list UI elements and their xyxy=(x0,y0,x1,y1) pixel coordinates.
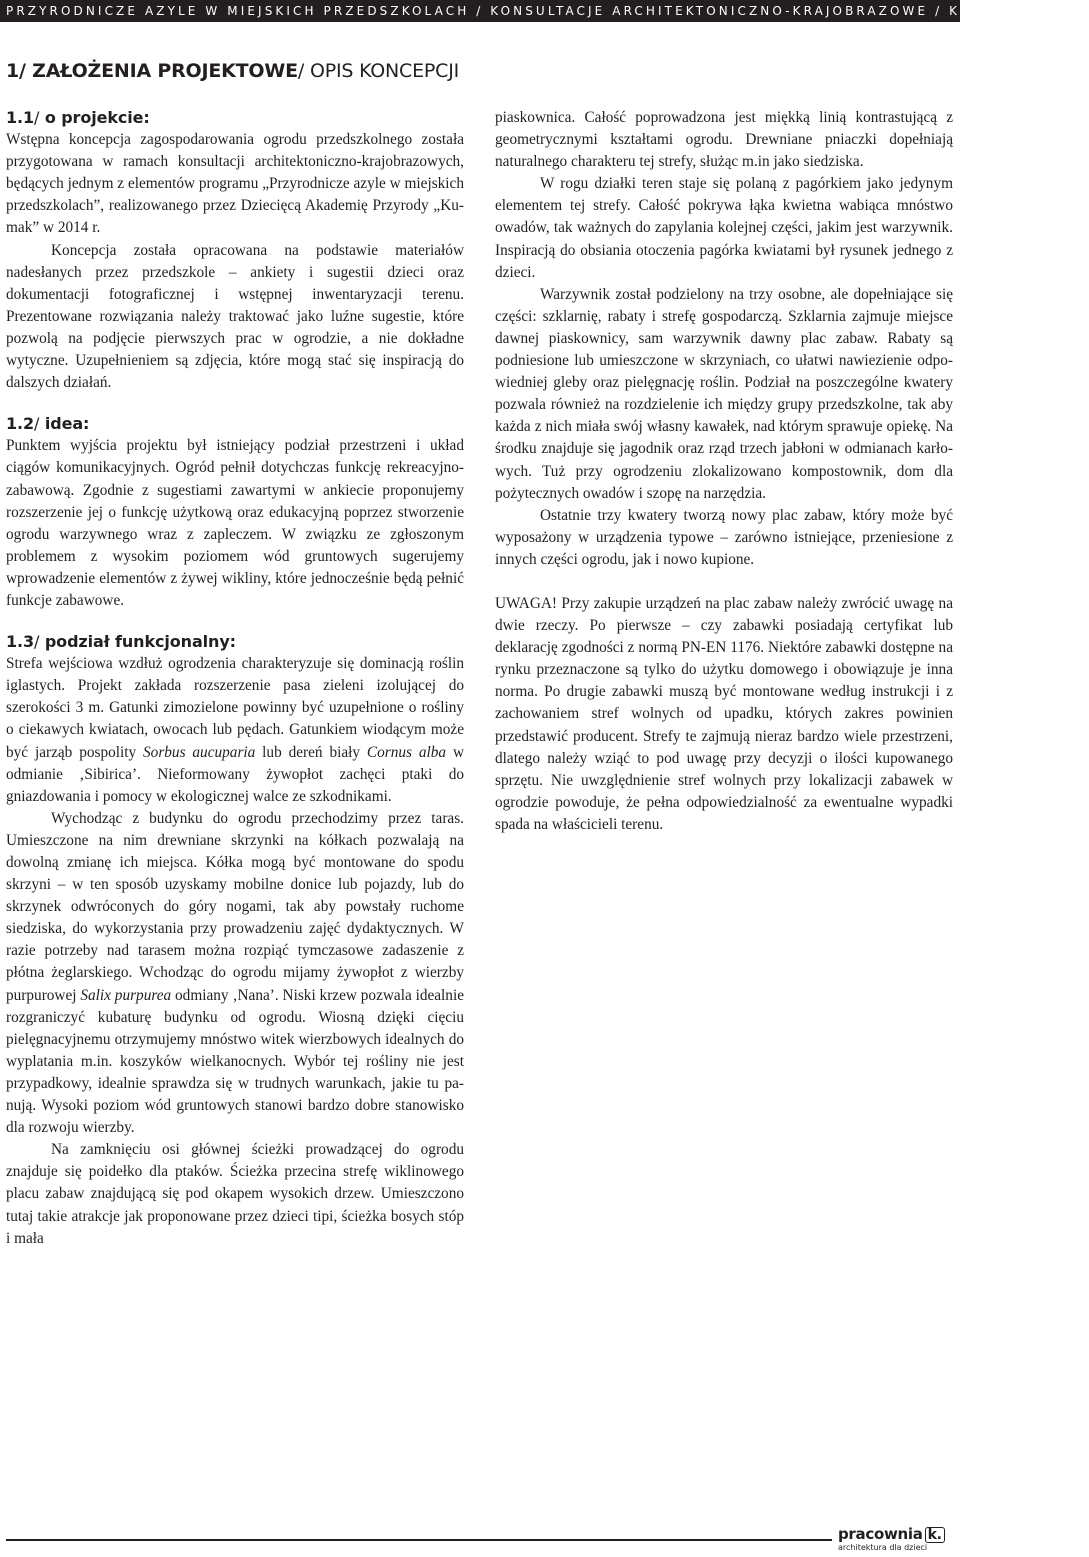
paragraph: Na zamknięciu osi głównej ścieżki prowadzącej do ogrodu znajduje się poidełko dla ptaków. Ścieżka przecina strefę wiklinowego placu zabaw znajdującą się pod okapem wysokich drzew. Umieszczono tutaj takie atrakcje jak proponowane przez dzieci tipi, ścieżka bosych stóp i mała xyxy=(6,1141,464,1247)
paragraph: Warzywnik został podzielony na trzy osobne, ale dopełniające się części: szklarnię, rabaty i strefę gospodarczą. Szklarnia zajmuje miejsce dawnej piaskownicy, sam warzywnik dawny plac zabaw. Rabaty są podniesione lub umieszczone w skrzyniach, co ułatwi nawiezienie odpowiedniej gleby oraz pielęgnację roślin. Podział na poszczególne kwatery pozwala również na rozdzielenie ich między grupy przedszkolne, tak aby każda z nich miała swój własny kawałek, nad którym sprawuje opiekę. Na środku znajduje się jagodnik oraz rząd trzech jabłoni w odmianach karłowych. Tuż przy ogrodzeniu zlokalizowano kompostownik, dom dla pożytecznych owadów i szopę na narzędzia. xyxy=(495,285,953,502)
left-column xyxy=(6,107,464,1250)
pracownia-k-logo xyxy=(838,1526,956,1554)
paragraph xyxy=(6,653,464,808)
section-number: 1.2 xyxy=(6,414,35,434)
right-column xyxy=(495,107,953,836)
paragraph: piaskownica. Całość poprowadzona jest miękką linią kontrastującą z geometrycznymi kształtami ogrodu. Drewniane pniaczki dopełniają naturalnego charakteru tej strefy, służąc m.in jako siedziska. xyxy=(495,109,953,171)
logo-tagline: architektura dla dzieci xyxy=(838,1543,928,1552)
paragraph: Wstępna koncepcja zagospodarowania ogrodu przedszkolnego została przygotowana w ramach konsultacji architektoniczno-krajobrazowych, będących jednym z elementów programu „Przyrodnicze azyle w miejskich przedszkolach”, realizowanego przez Dziecięcą Akademię Przyrody „Kumak” w 2014 r. xyxy=(6,131,464,237)
running-header xyxy=(0,0,1089,22)
section-heading-text: o projekcie: xyxy=(44,108,150,127)
paragraph: Koncepcja została opracowana na podstawie materiałów nadesłanych przez przedszkole – ankiety i sugestii dzieci oraz dokumentacji fotograficznej i wstępnej inwentaryzacji terenu. Prezentowane rozwiązania należy traktować jako luźne sugestie, które pozwolą na podjęcie pierwszych prac w ogrodzie, a nie dokładne wytyczne. Uzupełnieniem są zdjęcia, które mogą stać się inspiracją do dalszych działań. xyxy=(6,241,464,392)
section-heading-1-2 xyxy=(6,413,464,435)
text-run: w odmianie ‚Sibirica’. Nieformowany żywopłot zachęci ptaki do gniazdowania i pomocy w ekologicznej walce ze szkodnikami. xyxy=(6,743,464,805)
paragraph xyxy=(6,808,464,1139)
text-run: Strefa wejściowa wzdłuż ogrodzenia charakteryzuje się dominacją roślin iglastych. Projekt zakłada rozszerzenie pasa zieleni izolującej do szerokości 3 m. Gatunki zimozielone powinny być uzupełnione o rośliny o ciekawych kwiatach, owocach lub pędach. Gatunkiem wiodącym może być jarząb pospolity xyxy=(6,655,464,761)
paragraph: Ostatnie trzy kwatery tworzą nowy plac zabaw, który może być wyposażony w urządzenia typowe – zarówno istniejące, przeniesione z innych części ogrodu, jak i nowo kupione. xyxy=(495,506,953,568)
text-run: Wychodząc z budynku do ogrodu przechodzimy przez taras. Umieszczone na nim drewniane skrzynki na kółkach pozwalają na dowolną zmianę ich miejsca. Kółka mogą być montowane do spodu skrzyni – w ten sposób uzyskamy mobilne donice lub pojazdy, lub do skrzynek odwróconych do góry nogami, tak aby powstały ruchome siedziska, do wykorzystania przy prowadzeniu zajęć dydaktycznych. W razie potrzeby nad tarasem można rozpiąć tymczasowe zadaszenie z płótna żeglarskiego. Wchodząc do ogrodu mijamy żywopłot z wierzby purpurowej xyxy=(6,809,464,1004)
section-heading-1-3 xyxy=(6,631,464,653)
section-slash: / xyxy=(34,632,40,652)
text-run: lub dereń biały xyxy=(255,743,367,761)
section-slash: / xyxy=(34,108,40,127)
section-number: 1.1 xyxy=(6,108,35,127)
page-title xyxy=(6,60,459,82)
section-heading-text: idea: xyxy=(44,414,90,434)
section-heading-1-1 xyxy=(6,107,464,129)
paragraph: W rogu działki teren staje się polaną z pagórkiem jako jedynym elementem tej strefy. Całość pokrywa łąka kwietna wabiąca mnóstwo owadów, tak ważnych do zapylania kolejnej części, jakim jest warzywnik. Inspiracją do obsiania otoczenia pagórka kwiatami był rysunek jednego z dzieci. xyxy=(495,175,953,281)
latin-name: Sorbus aucuparia xyxy=(143,743,256,761)
section-slash: / xyxy=(34,414,40,434)
page-title-main: 1/ ZAŁOŻENIA PROJEKTOWE xyxy=(6,60,298,82)
logo-mark: k. xyxy=(925,1527,945,1543)
text-run: odmiany ‚Nana’. Niski krzew pozwala idealnie rozgraniczyć kubaturę budynku od ogrodu. Wiosną dzięki cięciu pielęgnacyjnemu otrzymujemy mnóstwo witek wierzbowych idealnych do wyplatania m.in. koszyków wielkanocnych. Wybór tej rośliny nie jest przypadkowy, idealnie sprawdza się w trudnych warunkach, jakie tu panują. Wysoki poziom wód gruntowych stanowi bardzo dobre stanowisko dla rozwoju wierzby. xyxy=(6,986,464,1137)
logo-name-text: pracownia xyxy=(838,1525,923,1543)
footer-rule xyxy=(6,1539,832,1541)
paragraph: Punktem wyjścia projektu był istniejący podział przestrzeni i układ ciągów komunikacyjnych. Ogród pełnił dotychczas funkcję rekreacyjno-zabawową. Zgodnie z sugestiami zawartymi w ankiecie proponujemy rozszerzenie jej o funkcję użytkową oraz edukacyjną poprzez stworzenie ogrodu warzywnego wraz z zapleczem. W związku ze zgłoszonym problemem z wysokim poziomem wód gruntowych sugerujemy wprowadzenie elementów z żywej wikliny, które jednocześnie będą pełnić funkcje zabawowe. xyxy=(6,437,464,609)
running-header-text: PRZYRODNICZE AZYLE W MIEJSKICH PRZEDSZKOLACH / KONSULTACJE ARCHITEKTONICZNO-KRAJOBRAZOWE / K01 / STRONA 1 xyxy=(6,4,1089,18)
page-title-sub: / OPIS KONCEPCJI xyxy=(297,60,460,82)
latin-name: Cornus alba xyxy=(366,743,447,761)
latin-name: Salix purpurea xyxy=(80,986,172,1004)
section-number: 1.3 xyxy=(6,632,35,652)
section-heading-text: podział funkcjonalny: xyxy=(44,632,236,652)
warning-paragraph: UWAGA! Przy zakupie urządzeń na plac zabaw należy zwrócić uwagę na dwie rzeczy. Po pierwsze – czy zabawki posiadają certyfikat lub deklarację zgodności z normą PN-EN 1176. Niektóre zabawki dostępne na rynku przeznaczone są tylko do użytku domowego i obowiązuje je inna norma. Po drugie zabawki muszą być montowane według instrukcji i z zachowaniem stref wolnych od upadku, których zakres powinien przedstawić producent. Strefy te zajmują nieraz bardzo wiele przestrzeni, dlatego należy wziąć to pod uwagę przy decyzji o ilości kupowanego sprzętu. Nie uwzględnienie stref wolnych przy lokalizacji zabawek w ogrodzie powoduje, że pełna odpowiedzialność za ewentualne wypadki spada na właścicieli terenu. xyxy=(495,594,953,833)
logo-wordmark xyxy=(838,1526,956,1543)
